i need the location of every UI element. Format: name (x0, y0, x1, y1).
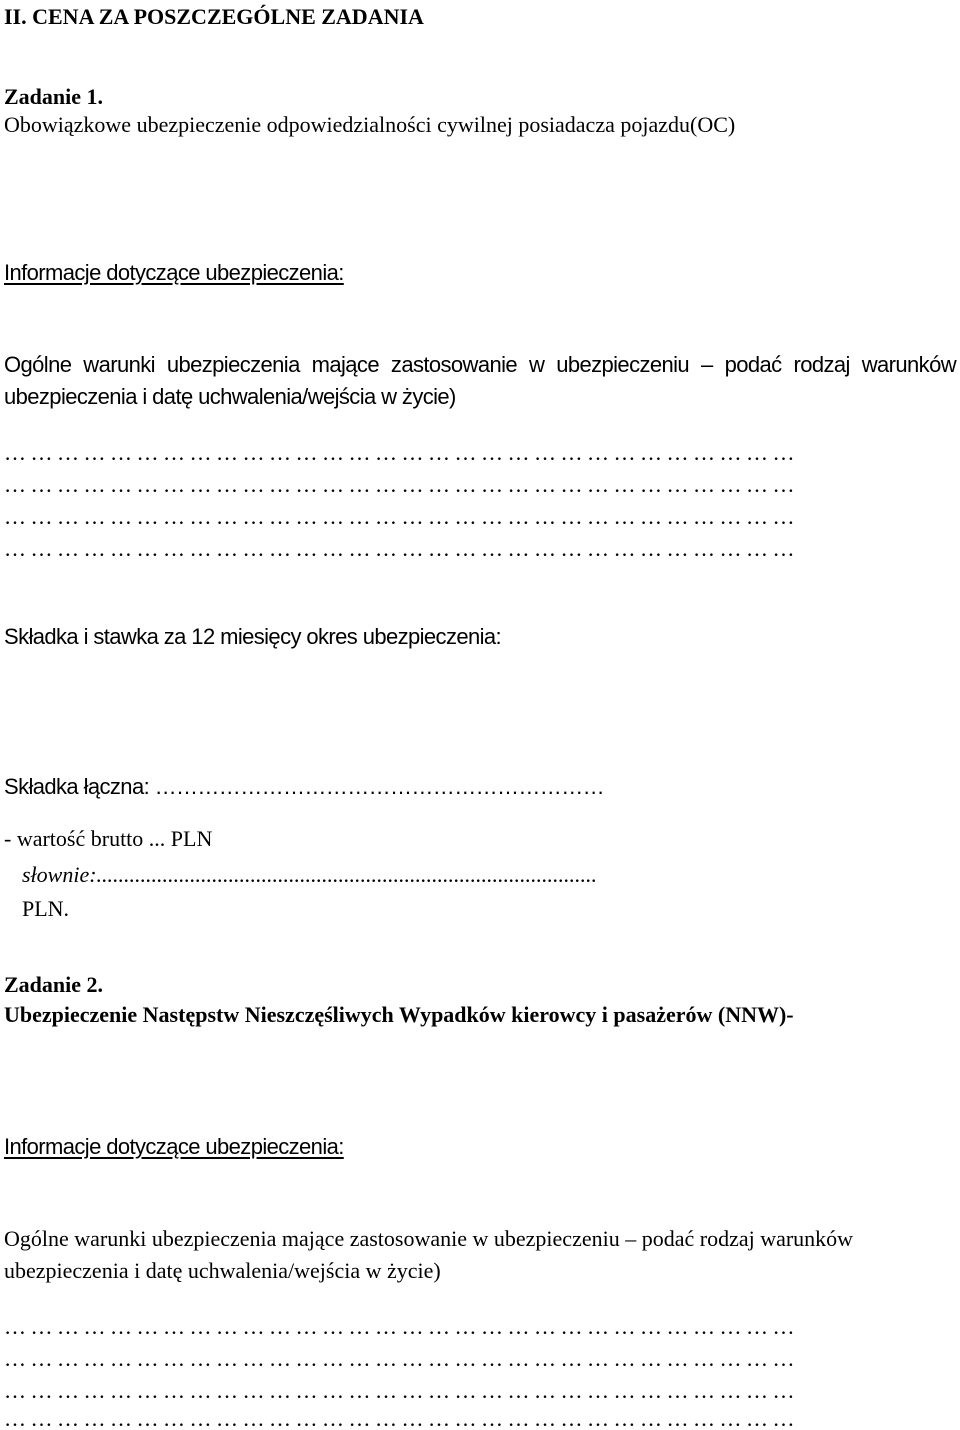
task1-dots-line: ……………………………………………………………………………… (4, 506, 799, 528)
task1-currency-end: PLN. (22, 896, 70, 921)
task1-total-label: Składka łączna: ……………………………………………………… (4, 774, 604, 799)
task2-info-label: Informacje dotyczące ubezpieczenia: (4, 1134, 344, 1159)
task2-subtitle: Ubezpieczenie Następstw Nieszczęśliwych Wypadków kierowcy i pasażerów (NNW)- (4, 1002, 794, 1027)
task1-info-label: Informacje dotyczące ubezpieczenia: (4, 260, 344, 285)
task2-conditions-line1: Ogólne warunki ubezpieczenia mające zastosowanie w ubezpieczeniu – podać rodzaj warunków (4, 1226, 854, 1251)
task1-heading: Zadanie 1. (4, 84, 104, 109)
task1-premium-label: Składka i stawka za 12 miesięcy okres ubezpieczenia: (4, 624, 502, 649)
task1-dots-line: ……………………………………………………………………………… (4, 442, 799, 464)
task2-dots-line: ……………………………………………………………………………… (4, 1380, 799, 1402)
task2-dots-line: ……………………………………………………………………………… (4, 1316, 799, 1338)
task1-dots-line: ……………………………………………………………………………… (4, 474, 799, 496)
task1-words-label: słownie:........................................................................................... (22, 862, 598, 887)
task2-heading: Zadanie 2. (4, 972, 104, 997)
task1-gross-line: - wartość brutto ... PLN (4, 826, 213, 851)
task2-dots-line: ……………………………………………………………………………… (4, 1408, 799, 1430)
task2-conditions-line2: ubezpieczenia i datę uchwalenia/wejścia w życie) (4, 1258, 441, 1283)
task1-conditions-line2: ubezpieczenia i datę uchwalenia/wejścia w życie) (4, 384, 456, 409)
task2-dots-line: ……………………………………………………………………………… (4, 1348, 799, 1370)
task1-dots-line: ……………………………………………………………………………… (4, 538, 799, 560)
task1-subtitle: Obowiązkowe ubezpieczenie odpowiedzialności cywilnej posiadacza pojazdu(OC) (4, 112, 736, 137)
section-title: II. CENA ZA POSZCZEGÓLNE ZADANIA (4, 4, 424, 29)
task1-conditions-line1: Ogólne warunki ubezpieczenia mające zastosowanie w ubezpieczeniu – podać rodzaj warunków (4, 352, 956, 377)
